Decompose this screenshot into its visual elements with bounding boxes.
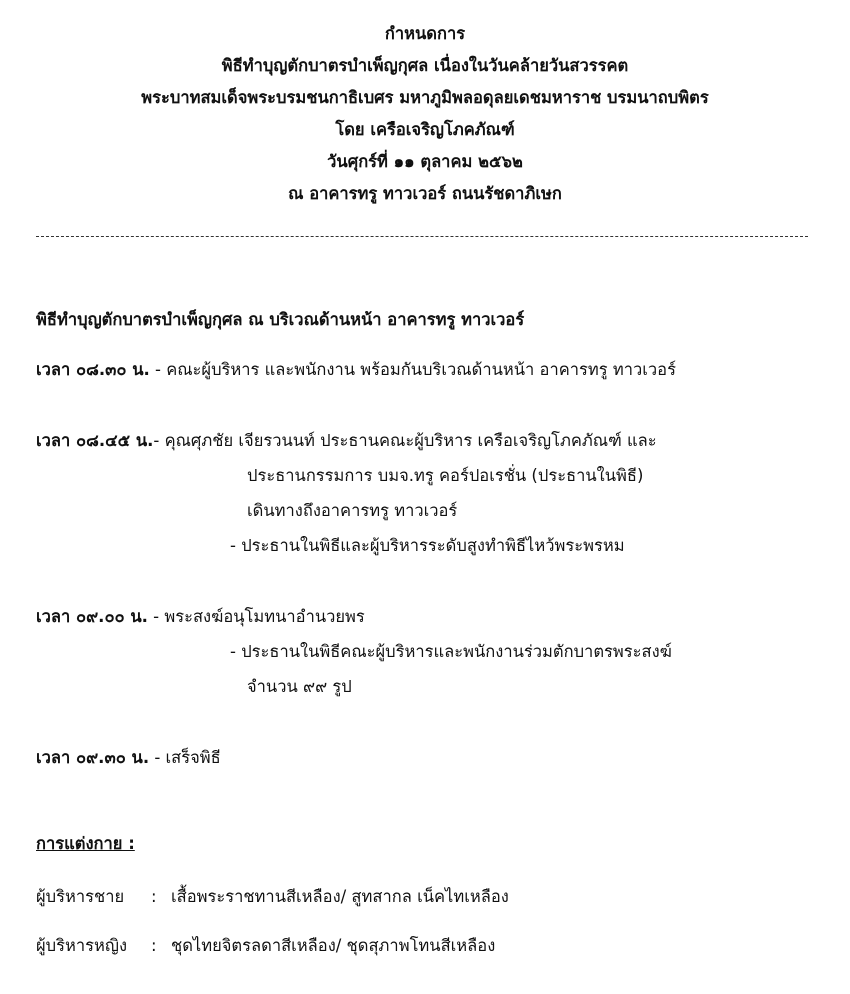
dress-text: เสื้อพระราชทานสีเหลือง/ สูทสากล เน็คไทเหลือง [171, 887, 509, 906]
header-ceremony: พิธีทำบุญตักบาตรบำเพ็ญกุศล เนื่องในวันคล้ายวันสวรรคต [221, 56, 629, 75]
dress-text: ชุดไทยจิตรลดาสีเหลือง/ ชุดสุภาพโทนสีเหลือง [171, 936, 496, 955]
dress-colon: : [151, 936, 157, 955]
dress-code-title: การแต่งกาย : [36, 834, 135, 853]
schedule-separator: - [153, 431, 165, 450]
schedule-separator: - [147, 607, 165, 626]
schedule-text: เสร็จพิธี [165, 748, 221, 767]
header-title: กำหนดการ [384, 24, 466, 43]
schedule-continuation: ประธานกรรมการ บมจ.ทรู คอร์ปอเรชั่น (ประธานในพิธี) [247, 466, 644, 485]
schedule-time: เวลา ๐๘.๔๕ น. [36, 431, 154, 450]
dress-role: ผู้บริหารชาย [36, 887, 125, 906]
schedule-item-0845 [36, 427, 657, 455]
schedule-continuation: เดินทางถึงอาคารทรู ทาวเวอร์ [247, 501, 458, 520]
dashed-divider [36, 236, 808, 237]
schedule-separator: - [149, 748, 166, 767]
schedule-item-0900 [36, 603, 365, 631]
schedule-text: คุณศุภชัย เจียรวนนท์ ประธานคณะผู้บริหาร เครือเจริญโภคภัณฑ์ และ [164, 431, 657, 450]
schedule-item-0830 [36, 356, 676, 384]
dress-colon: : [151, 887, 157, 906]
schedule-time: เวลา ๐๘.๓๐ น. [36, 360, 150, 379]
schedule-sub-item: - ประธานในพิธีคณะผู้บริหารและพนักงานร่วมตักบาตรพระสงฆ์ [230, 642, 672, 661]
schedule-text: พระสงฆ์อนุโมทนาอำนวยพร [164, 607, 365, 626]
schedule-separator: - [149, 360, 167, 379]
schedule-item-0930 [36, 744, 221, 772]
document-header [0, 18, 850, 210]
dress-role: ผู้บริหารหญิง [36, 936, 127, 955]
header-organizer: โดย เครือเจริญโภคภัณฑ์ [335, 120, 515, 139]
header-date: วันศุกร์ที่ ๑๑ ตุลาคม ๒๕๖๒ [327, 152, 523, 171]
header-king-name: พระบาทสมเด็จพระบรมชนกาธิเบศร มหาภูมิพลอดุลยเดชมหาราช บรมนาถบพิตร [141, 88, 709, 107]
dress-item-male [36, 883, 509, 911]
schedule-time: เวลา ๐๙.๐๐ น. [36, 607, 148, 626]
header-venue: ณ อาคารทรู ทาวเวอร์ ถนนรัชดาภิเษก [288, 184, 562, 203]
schedule-text: คณะผู้บริหาร และพนักงาน พร้อมกันบริเวณด้านหน้า อาคารทรู ทาวเวอร์ [166, 360, 676, 379]
schedule-sub-continuation: จำนวน ๙๙ รูป [247, 677, 352, 696]
dress-item-female [36, 932, 495, 960]
schedule-sub-item: - ประธานในพิธีและผู้บริหารระดับสูงทำพิธีไหว้พระพรหม [230, 536, 625, 555]
schedule-time: เวลา ๐๙.๓๐ น. [36, 748, 150, 767]
section-title: พิธีทำบุญตักบาตรบำเพ็ญกุศล ณ บริเวณด้านหน้า อาคารทรู ทาวเวอร์ [36, 310, 525, 329]
